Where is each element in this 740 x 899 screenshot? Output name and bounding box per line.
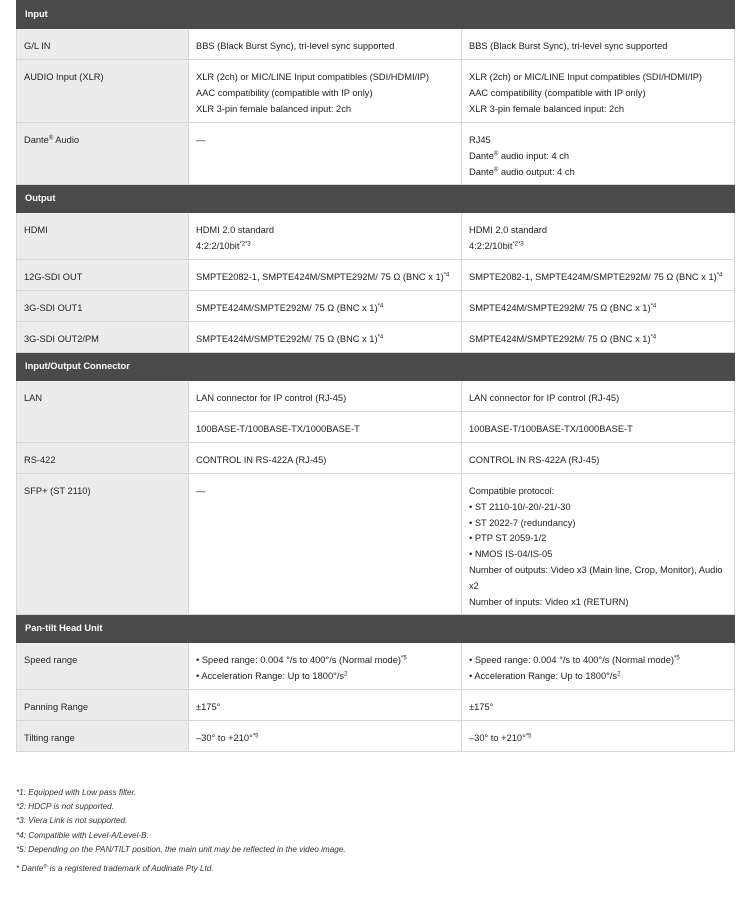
row-label: SFP+ (ST 2110) xyxy=(17,474,189,615)
row-label: 3G-SDI OUT2/PM xyxy=(17,322,189,353)
section-title: Input xyxy=(17,1,735,29)
footnote-4: *4: Compatible with Level-A/Level-B. xyxy=(16,830,149,840)
superscript-note: *5 xyxy=(525,733,532,740)
spec-row xyxy=(17,123,735,185)
cell-line: XLR 3-pin female balanced input: 2ch xyxy=(469,103,625,114)
row-label: 12G-SDI OUT xyxy=(17,260,189,291)
cell-line: • ST 2022-7 (redundancy) xyxy=(469,517,576,528)
label-text: Dante xyxy=(24,135,49,145)
spec-row xyxy=(17,443,735,474)
section-title: Input/Output Connector xyxy=(17,353,735,381)
value-cell-model-a xyxy=(189,123,462,185)
superscript-note: ® xyxy=(493,167,499,174)
value-cell-model-a xyxy=(189,412,462,443)
cell-line: LAN connector for IP control (RJ-45) xyxy=(469,393,620,403)
section-title: Pan-tilt Head Unit xyxy=(17,615,735,643)
cell-line xyxy=(469,301,727,317)
spec-table xyxy=(16,0,735,752)
label-text-end: Audio xyxy=(53,135,80,145)
row-label: HDMI xyxy=(17,213,189,260)
row-label: G/L IN xyxy=(17,29,189,60)
value-cell-model-b xyxy=(462,412,735,443)
row-label: AUDIO Input (XLR) xyxy=(17,60,189,123)
superscript-note: *5 xyxy=(674,655,680,662)
text: SMPTE2082-1, SMPTE424M/SMPTE292M/ 75 Ω (BNC x 1) xyxy=(196,272,444,282)
value-cell-model-b xyxy=(462,721,735,752)
cell-line: 100BASE-T/100BASE-TX/1000BASE-T xyxy=(196,424,360,434)
cell-line: AAC compatibility (compatible with IP only) xyxy=(196,87,373,98)
cell-line: — xyxy=(196,486,206,496)
registered-mark: ® xyxy=(48,135,54,142)
cell-line xyxy=(469,653,727,669)
cell-line: CONTROL IN RS-422A (RJ-45) xyxy=(469,455,600,465)
cell-line: • PTP ST 2059-1/2 xyxy=(469,533,547,544)
superscript-note: *2*3 xyxy=(512,241,524,248)
cell-line: HDMI 2.0 standard xyxy=(469,225,548,235)
cell-line: ±175° xyxy=(469,702,494,712)
value-cell-model-b xyxy=(462,690,735,721)
cell-line xyxy=(196,731,454,747)
superscript-note: *5 xyxy=(252,733,259,740)
value-cell-model-a xyxy=(189,60,462,123)
cell-line xyxy=(196,332,454,348)
cell-line xyxy=(469,270,727,286)
cell-line xyxy=(196,270,454,286)
value-cell-model-a xyxy=(189,213,462,260)
cell-line xyxy=(469,165,727,181)
text: SMPTE424M/SMPTE292M/ 75 Ω (BNC x 1) xyxy=(469,303,651,313)
cell-line: Number of inputs: Video x1 (RETURN) xyxy=(469,596,629,607)
footnote-1: *1: Equipped with Low pass filter. xyxy=(16,788,137,797)
cell-line xyxy=(196,239,454,255)
text: 4:2:2/10bit xyxy=(469,240,513,251)
cell-line xyxy=(469,669,727,685)
value-cell-model-a xyxy=(189,322,462,353)
footnote-5: *5: Depending on the PAN/TILT position, the main unit may be reflected in the video image. xyxy=(16,844,346,854)
cell-line: CONTROL IN RS-422A (RJ-45) xyxy=(196,455,327,465)
text: –30° to +210° xyxy=(469,733,526,743)
spec-row xyxy=(17,721,735,752)
cell-line xyxy=(196,301,454,317)
text: –30° to +210° xyxy=(196,733,253,743)
text: SMPTE424M/SMPTE292M/ 75 Ω (BNC x 1) xyxy=(196,334,378,344)
cell-line xyxy=(469,332,727,348)
superscript-note: *5 xyxy=(401,655,407,662)
value-cell-model-a xyxy=(189,291,462,322)
spec-row xyxy=(17,213,735,260)
cell-line: Number of outputs: Video x3 (Main line, Crop, Monitor), Audio x2 xyxy=(469,564,723,591)
spec-row xyxy=(17,260,735,291)
cell-line: HDMI 2.0 standard xyxy=(196,225,275,235)
cell-line: ±175° xyxy=(196,702,221,712)
row-label: Speed range xyxy=(17,643,189,690)
trademark-text-start: * Dante xyxy=(16,864,44,873)
spec-row xyxy=(17,322,735,353)
spec-row xyxy=(17,643,735,690)
value-cell-model-b xyxy=(462,260,735,291)
trademark-note xyxy=(16,864,214,873)
row-label: 3G-SDI OUT1 xyxy=(17,291,189,322)
text: SMPTE2082-1, SMPTE424M/SMPTE292M/ 75 Ω (BNC x 1) xyxy=(469,272,717,282)
section-header-pan-tilt-head-unit xyxy=(17,615,735,643)
text: Dante xyxy=(469,150,494,161)
value-cell-model-b xyxy=(462,443,735,474)
superscript-note: *4 xyxy=(650,334,657,341)
superscript-note: *4 xyxy=(716,272,723,279)
cell-line: BBS (Black Burst Sync), tri-level sync supported xyxy=(196,41,395,51)
value-cell-model-b xyxy=(462,60,735,123)
footnotes xyxy=(16,786,726,857)
text: 4:2:2/10bit xyxy=(196,240,240,251)
value-cell-model-a xyxy=(189,721,462,752)
cell-line: XLR 3-pin female balanced input: 2ch xyxy=(196,103,352,114)
cell-line: 100BASE-T/100BASE-TX/1000BASE-T xyxy=(469,424,633,434)
value-cell-model-b xyxy=(462,381,735,412)
text: • Acceleration Range: Up to 1800°/s xyxy=(469,670,618,681)
text: audio output: 4 ch xyxy=(498,166,575,177)
text: Dante xyxy=(469,166,494,177)
superscript-note: *4 xyxy=(650,303,657,310)
text: SMPTE424M/SMPTE292M/ 75 Ω (BNC x 1) xyxy=(196,303,378,313)
superscript-note: ® xyxy=(493,151,499,158)
value-cell-model-a xyxy=(189,643,462,690)
row-label: LAN xyxy=(17,381,189,443)
row-label: RS-422 xyxy=(17,443,189,474)
spec-row xyxy=(17,690,735,721)
superscript-note: *4 xyxy=(443,272,450,279)
value-cell-model-b xyxy=(462,291,735,322)
cell-line xyxy=(196,669,454,685)
text: audio input: 4 ch xyxy=(498,150,570,161)
spec-row xyxy=(17,60,735,123)
value-cell-model-a xyxy=(189,260,462,291)
value-cell-model-a xyxy=(189,443,462,474)
row-label: Panning Range xyxy=(17,690,189,721)
footnote-3: *3: Viera Link is not supported. xyxy=(16,816,128,826)
value-cell-model-b xyxy=(462,123,735,185)
section-header-input xyxy=(17,1,735,29)
cell-line: • NMOS IS-04/IS-05 xyxy=(469,549,553,560)
registered-mark: ® xyxy=(43,864,48,870)
cell-line: • ST 2110-10/-20/-21/-30 xyxy=(469,501,571,512)
cell-line: AAC compatibility (compatible with IP only) xyxy=(469,87,646,98)
section-header-input-output-connector xyxy=(17,353,735,381)
cell-line xyxy=(469,239,727,255)
superscript-note: 2 xyxy=(617,671,621,678)
cell-line: XLR (2ch) or MIC/LINE Input compatibles (SDI/HDMI/IP) xyxy=(196,72,430,82)
value-cell-model-b xyxy=(462,322,735,353)
row-label: Tilting range xyxy=(17,721,189,752)
cell-line xyxy=(469,731,727,747)
cell-line xyxy=(196,653,454,669)
text: • Acceleration Range: Up to 1800°/s xyxy=(196,670,345,681)
spec-row xyxy=(17,29,735,60)
spec-row xyxy=(17,381,735,412)
value-cell-model-a xyxy=(189,29,462,60)
value-cell-model-b xyxy=(462,643,735,690)
spec-row xyxy=(17,291,735,322)
section-title: Output xyxy=(17,185,735,213)
value-cell-model-a xyxy=(189,474,462,615)
cell-line: XLR (2ch) or MIC/LINE Input compatibles (SDI/HDMI/IP) xyxy=(469,72,703,82)
text: • Speed range: 0.004 °/s to 400°/s (Normal mode) xyxy=(196,655,401,665)
text: • Speed range: 0.004 °/s to 400°/s (Normal mode) xyxy=(469,655,674,665)
section-header-output xyxy=(17,185,735,213)
cell-line: — xyxy=(196,135,206,145)
text: SMPTE424M/SMPTE292M/ 75 Ω (BNC x 1) xyxy=(469,334,651,344)
cell-line: Compatible protocol: xyxy=(469,486,555,496)
footnote-2: *2: HDCP is not supported. xyxy=(16,802,114,812)
cell-line: RJ45 xyxy=(469,135,491,145)
cell-line: BBS (Black Burst Sync), tri-level sync supported xyxy=(469,41,668,51)
spec-row xyxy=(17,474,735,615)
superscript-note: *4 xyxy=(377,334,384,341)
spec-table-body xyxy=(17,1,735,752)
value-cell-model-b xyxy=(462,29,735,60)
value-cell-model-a xyxy=(189,381,462,412)
value-cell-model-a xyxy=(189,690,462,721)
superscript-note: *4 xyxy=(377,303,384,310)
value-cell-model-b xyxy=(462,213,735,260)
cell-line xyxy=(469,149,727,165)
superscript-note: *2*3 xyxy=(239,241,251,248)
value-cell-model-b xyxy=(462,474,735,615)
trademark-text-end: is a registered trademark of Audinate Pty Ltd. xyxy=(47,864,214,873)
superscript-note: 2 xyxy=(344,671,348,678)
cell-line: LAN connector for IP control (RJ-45) xyxy=(196,393,347,403)
row-label xyxy=(17,123,189,185)
